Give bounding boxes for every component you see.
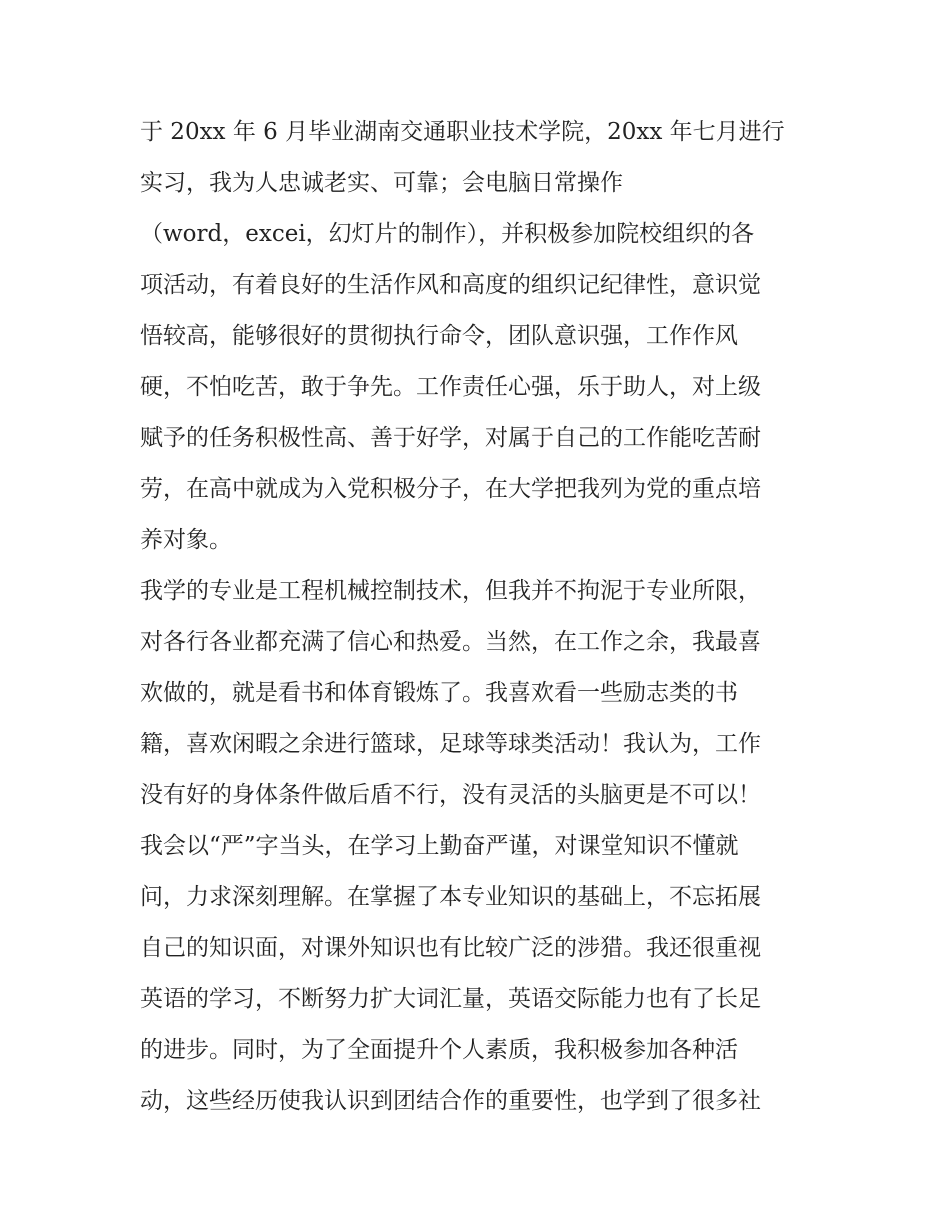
text-line: 悟较高，能够很好的贯彻执行命令，团队意识强，工作作风	[140, 323, 738, 349]
text-line: 于 20xx 年 6 月毕业湖南交通职业技术学院，20xx 年七月进行	[140, 119, 785, 145]
text-line: 的进步。同时，为了全面提升个人素质，我积极参加各种活	[140, 1037, 738, 1063]
text-line: 没有好的身体条件做后盾不行，没有灵活的头脑更是不可以！	[140, 782, 761, 808]
text-line: 我会以“严”字当头，在学习上勤奋严谨，对课堂知识不懂就	[140, 833, 739, 859]
text-line: 我学的专业是工程机械控制技术，但我并不拘泥于专业所限，	[140, 578, 761, 604]
body-text	[140, 107, 820, 1127]
text-line: 劳，在高中就成为入党积极分子，在大学把我列为党的重点培	[140, 476, 761, 502]
text-line: 自己的知识面，对课外知识也有比较广泛的涉猎。我还很重视	[140, 935, 761, 961]
text-line: 赋予的任务积极性高、善于好学，对属于自己的工作能吃苦耐	[140, 425, 761, 451]
text-line: （word，excei，幻灯片的制作），并积极参加院校组织的各	[140, 221, 755, 247]
text-line: 实习，我为人忠诚老实、可靠；会电脑日常操作	[140, 170, 623, 196]
text-line: 养对象。	[140, 527, 232, 553]
text-line: 英语的学习，不断努力扩大词汇量，英语交际能力也有了长足	[140, 986, 761, 1012]
text-line: 硬，不怕吃苦，敢于争先。工作责任心强，乐于助人，对上级	[140, 374, 761, 400]
text-line: 欢做的，就是看书和体育锻炼了。我喜欢看一些励志类的书	[140, 680, 738, 706]
text-line: 对各行各业都充满了信心和热爱。当然，在工作之余，我最喜	[140, 629, 761, 655]
text-line: 问，力求深刻理解。在掌握了本专业知识的基础上，不忘拓展	[140, 884, 761, 910]
text-line: 项活动，有着良好的生活作风和高度的组织记纪律性，意识觉	[140, 272, 761, 298]
text-line: 动，这些经历使我认识到团结合作的重要性，也学到了很多社	[140, 1088, 761, 1114]
text-line: 籍，喜欢闲暇之余进行篮球，足球等球类活动！我认为，工作	[140, 731, 761, 757]
